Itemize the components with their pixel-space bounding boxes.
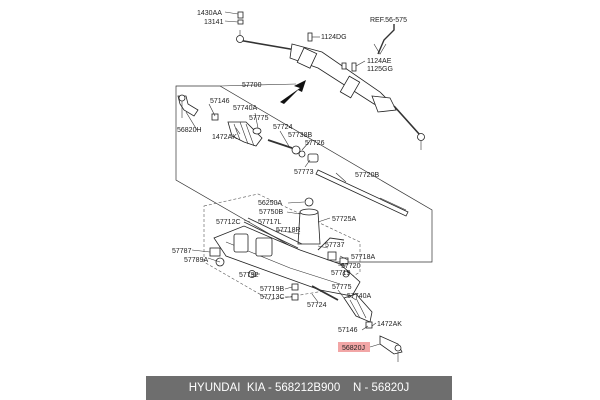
label-13141[interactable]: 13141 — [204, 19, 224, 26]
label-ref[interactable]: REF.56-575 — [370, 17, 407, 24]
label-57740A-a[interactable]: 57740A — [233, 105, 258, 112]
label-57718A[interactable]: 57718A — [351, 254, 376, 261]
part-labels — [172, 10, 407, 352]
label-57792[interactable]: 57792 — [239, 272, 259, 279]
label-1472AK-b[interactable]: 1472AK — [377, 321, 402, 328]
label-57700[interactable]: 57700 — [242, 82, 262, 89]
label-1472AK-a[interactable]: 1472AK — [212, 134, 237, 141]
label-57740A-b[interactable]: 57740A — [347, 293, 372, 300]
label-57787[interactable]: 57787 — [172, 248, 192, 255]
label-57146-a[interactable]: 57146 — [210, 98, 230, 105]
label-57720[interactable]: 57720 — [341, 263, 361, 270]
label-57773[interactable]: 57773 — [294, 169, 314, 176]
label-1430AA[interactable]: 1430AA — [197, 10, 222, 17]
footer-bar — [146, 376, 452, 400]
label-57725A[interactable]: 57725A — [332, 216, 357, 223]
label-57724-b[interactable]: 57724 — [307, 302, 327, 309]
label-57724-a[interactable]: 57724 — [273, 124, 293, 131]
label-57726[interactable]: 57726 — [305, 140, 325, 147]
footer-part-number: HYUNDAI KIA - 568212B900 N - 56820J — [188, 382, 410, 394]
label-57717L[interactable]: 57717L — [258, 219, 282, 226]
label-1124AE[interactable]: 1124AE — [367, 58, 392, 65]
label-57719B[interactable]: 57719B — [260, 286, 285, 293]
label-57737[interactable]: 57737 — [325, 242, 345, 249]
label-57712C[interactable]: 57712C — [216, 219, 241, 226]
label-56820H[interactable]: 56820H — [177, 127, 202, 134]
label-57789A[interactable]: 57789A — [184, 257, 209, 264]
label-57775-b[interactable]: 57775 — [332, 284, 352, 291]
label-56820J[interactable]: 56820J — [342, 345, 365, 352]
label-57718R[interactable]: 57718R — [276, 227, 301, 234]
label-56250A[interactable]: 56250A — [258, 200, 283, 207]
label-57775-a[interactable]: 57775 — [249, 115, 269, 122]
steering-gear-assembly — [237, 12, 425, 150]
label-57146-b[interactable]: 57146 — [338, 327, 358, 334]
label-57750B[interactable]: 57750B — [259, 209, 284, 216]
label-1124DG[interactable]: 1124DG — [321, 34, 347, 41]
label-1125GG[interactable]: 1125GG — [367, 66, 393, 73]
label-57720B[interactable]: 57720B — [355, 172, 380, 179]
label-57738B[interactable]: 57738B — [288, 132, 313, 139]
label-57713C[interactable]: 57713C — [260, 294, 285, 301]
label-57719[interactable]: 57719 — [331, 270, 351, 277]
